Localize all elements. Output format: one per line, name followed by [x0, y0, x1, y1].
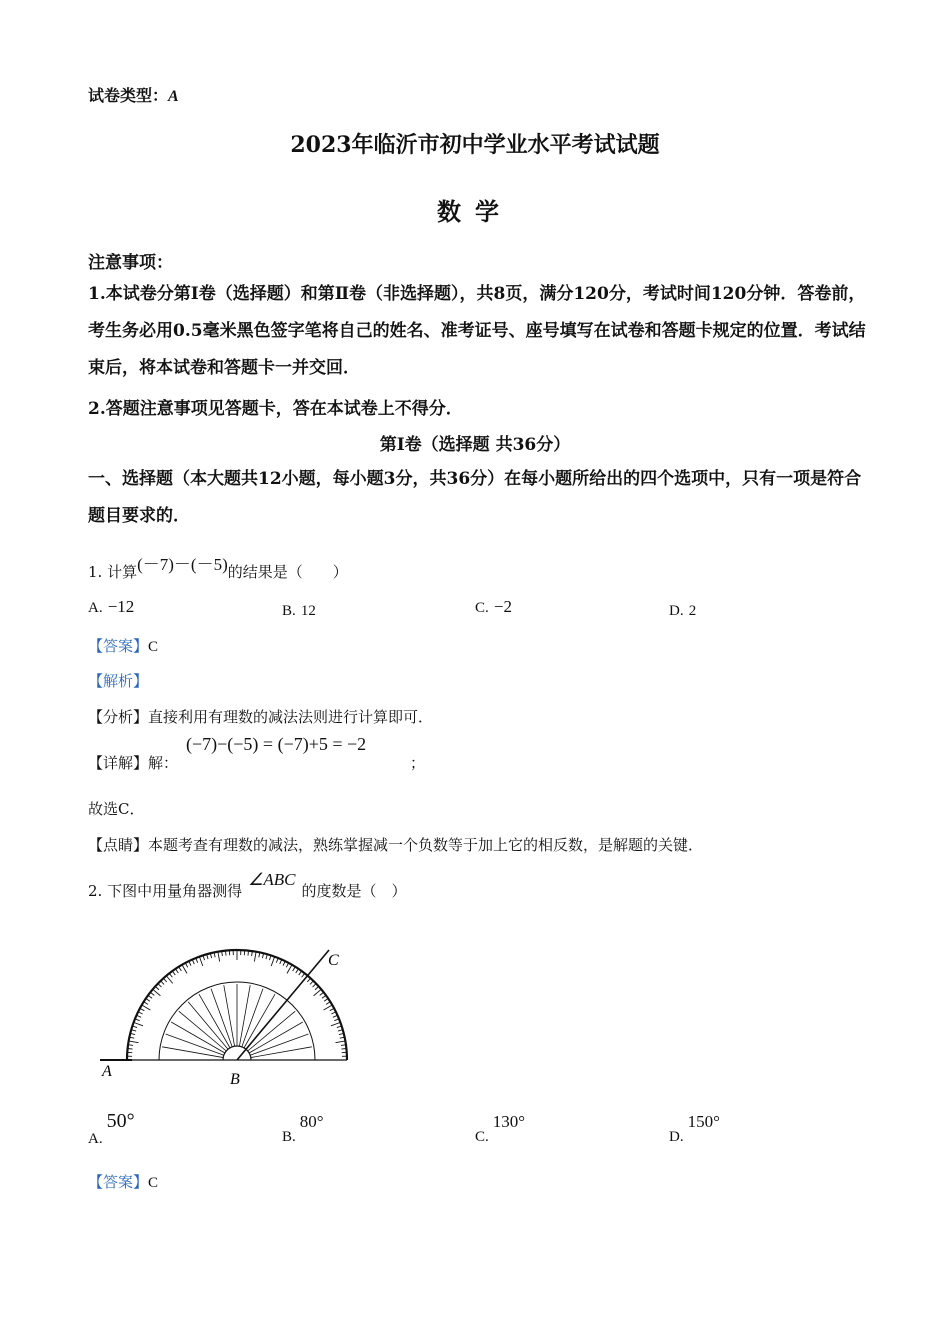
q2-option-d: D.150° — [669, 1112, 720, 1145]
q1-detail-label: 【详解】解： — [88, 754, 179, 772]
q1-prefix: 1. 计算 — [88, 563, 138, 581]
protractor-tick — [307, 978, 310, 982]
protractor-tick — [286, 963, 288, 967]
q2-stem — [88, 870, 407, 901]
protractor-tick — [299, 971, 302, 975]
protractor-tick — [140, 1008, 144, 1010]
q1-detail-suffix: ； — [410, 754, 426, 772]
exam-title: 2023年临沂市初中学业水平考试试题 — [290, 132, 660, 158]
subject-title: 数学 — [437, 197, 513, 226]
paper-type-value: A — [168, 88, 179, 105]
protractor-spoke — [162, 1047, 223, 1058]
protractor-spoke — [251, 1047, 312, 1058]
q1-detail-expression: (−7)−(−5) = (−7)+5 = −2 — [186, 734, 367, 754]
protractor — [127, 950, 347, 1060]
q2-angle: ∠ABC — [248, 870, 296, 889]
q2-option-b: B.80° — [282, 1112, 324, 1145]
protractor-tick — [163, 978, 166, 982]
protractor-tick — [293, 967, 296, 971]
q1-option-a: A. −12 — [88, 597, 135, 616]
label-c: C — [328, 952, 339, 969]
protractor-tick — [287, 965, 292, 974]
q2-suffix: 的度数是（ ） — [301, 882, 407, 900]
q1-option-c: C. −2 — [475, 597, 512, 616]
protractor-tick — [199, 957, 202, 966]
q2-prefix: 2. 下图中用量角器测得 — [88, 882, 243, 900]
protractor-tick — [134, 1022, 143, 1025]
label-b: B — [230, 1071, 240, 1088]
protractor-tick — [128, 1049, 133, 1050]
protractor-tick — [331, 1022, 340, 1025]
protractor-tick — [158, 984, 162, 987]
protractor-tick — [326, 1002, 330, 1005]
notice-item-2: 2.答题注意事项见答题卡，答在本试卷上不得分． — [88, 399, 463, 419]
q2-option-c: C.130° — [475, 1112, 526, 1145]
q1-suffix: 的结果是（ ） — [227, 563, 348, 581]
protractor-tick — [296, 969, 299, 973]
protractor-spoke — [179, 1011, 226, 1051]
q1-conclusion: 故选C． — [88, 800, 145, 818]
protractor-tick — [341, 1049, 346, 1050]
q2-answer: 【答案】C — [88, 1173, 159, 1191]
protractor-spoke — [171, 1022, 225, 1053]
protractor-tick — [324, 998, 328, 1001]
protractor-spoke — [239, 985, 250, 1046]
protractor-tick — [150, 992, 154, 995]
q1-fenxi: 【分析】直接利用有理数的减法法则进行计算即可． — [88, 708, 434, 726]
protractor-spoke — [249, 1022, 303, 1053]
protractor-figure — [92, 935, 382, 1095]
q1-comment: 【点睛】本题考查有理数的减法，熟练掌握减一个负数等于加上它的相反数，是解题的关键． — [88, 836, 704, 854]
protractor-tick — [161, 981, 164, 985]
protractor-tick — [313, 984, 317, 987]
protractor-tick — [155, 986, 159, 989]
protractor-tick — [185, 963, 187, 967]
protractor-spoke — [224, 985, 235, 1046]
protractor-tick — [330, 1008, 334, 1010]
q1-analysis-tag: 【解析】 — [88, 672, 149, 690]
protractor-tick — [144, 1002, 148, 1005]
paper-type-label: 试卷类型： — [88, 86, 169, 105]
protractor-tick — [129, 1041, 139, 1043]
section-instruction: 一、选择题（本大题共12小题，每小题3分，共36分）在每小题所给出的四个选项中，只有一项是符合题目要求的． — [88, 469, 862, 526]
protractor-tick — [248, 951, 249, 956]
protractor-spoke — [248, 1011, 295, 1051]
protractor-tick — [182, 965, 187, 974]
label-a: A — [102, 1063, 112, 1080]
section-title: 第Ⅰ卷（选择题 共36分） — [379, 435, 571, 455]
notice-heading: 注意事项： — [88, 253, 173, 273]
protractor-tick — [315, 986, 319, 989]
q2-option-a: A.50° — [88, 1110, 135, 1147]
q1-expression: (－7)－(－5) — [137, 555, 228, 574]
protractor-tick — [175, 969, 178, 973]
notice-item-1: 1.本试卷分第Ⅰ卷（选择题）和第Ⅱ卷（非选择题），共8页，满分120分，考试时间120分钟．答卷前，考生务必用0.5毫米黑色签字笔将自己的姓名、准考证号、座号填写在试卷和答题卡规定的位置．考试结束后，将本试卷和答题卡一并交回． — [88, 284, 866, 378]
protractor-tick — [146, 998, 150, 1001]
protractor-tick — [172, 971, 175, 975]
protractor-tick — [142, 1005, 151, 1010]
protractor-tick — [271, 957, 274, 966]
protractor-spoke — [199, 994, 230, 1048]
protractor-spoke — [242, 989, 263, 1047]
protractor-tick — [218, 952, 220, 962]
protractor-tick — [324, 1005, 333, 1010]
protractor-tick — [310, 981, 313, 985]
protractor-tick — [322, 995, 326, 998]
protractor-tick — [179, 967, 182, 971]
q1-option-b: B. 12 — [282, 603, 316, 619]
protractor-tick — [254, 952, 256, 962]
q1-answer: 【答案】C — [88, 637, 159, 655]
paper-type — [88, 83, 179, 106]
q1-option-d: D. 2 — [669, 603, 697, 619]
q1-stem — [88, 557, 348, 582]
protractor-tick — [320, 992, 324, 995]
protractor-tick — [302, 973, 305, 977]
protractor-tick — [335, 1041, 345, 1043]
protractor-spoke — [250, 1034, 308, 1055]
protractor-spoke — [166, 1034, 224, 1055]
protractor-spoke — [211, 989, 232, 1047]
protractor-tick — [226, 951, 227, 956]
protractor-tick — [169, 973, 172, 977]
protractor-tick — [148, 995, 152, 998]
protractor-spoke — [188, 1002, 228, 1049]
